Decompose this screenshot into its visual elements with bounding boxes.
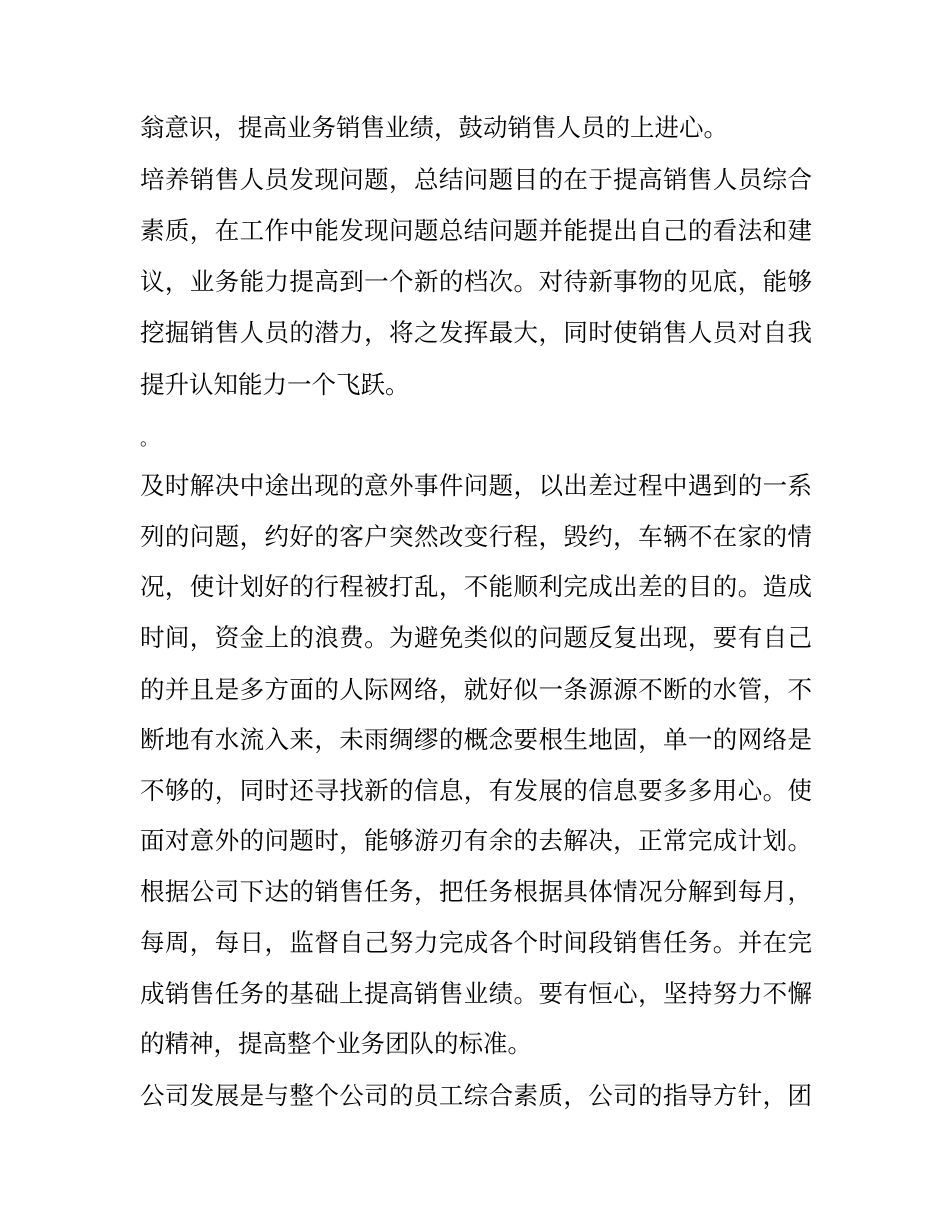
text-line-15: 面对意外的问题时，能够游刃有余的去解决，正常完成计划。 bbox=[140, 826, 812, 855]
text-line-11: 时间，资金上的浪费。为避免类似的问题反复出现，要有自己 bbox=[140, 623, 812, 652]
text-line-16: 根据公司下达的销售任务，把任务根据具体情况分解到每月， bbox=[140, 877, 812, 906]
text-line-20: 公司发展是与整个公司的员工综合素质，公司的指导方针，团 bbox=[140, 1081, 812, 1110]
text-line-10: 况，使计划好的行程被打乱，不能顺利完成出差的目的。造成 bbox=[140, 572, 812, 601]
text-line-14: 不够的，同时还寻找新的信息，有发展的信息要多多用心。使 bbox=[140, 776, 812, 805]
text-line-6: 提升认知能力一个飞跃。 bbox=[140, 370, 410, 399]
text-line-17: 每周，每日，监督自己努力完成各个时间段销售任务。并在完 bbox=[140, 928, 812, 957]
text-line-2: 培养销售人员发现问题，总结问题目的在于提高销售人员综合 bbox=[140, 165, 812, 194]
text-line-8: 及时解决中途出现的意外事件问题，以出差过程中遇到的一系 bbox=[140, 471, 812, 500]
text-line-18: 成销售任务的基础上提高销售业绩。要有恒心，坚持努力不懈 bbox=[140, 979, 812, 1008]
text-line-9: 列的问题，约好的客户突然改变行程，毁约，车辆不在家的情 bbox=[140, 522, 812, 551]
text-line-5: 挖掘销售人员的潜力，将之发挥最大，同时使销售人员对自我 bbox=[140, 318, 812, 347]
text-line-1: 翁意识，提高业务销售业绩，鼓动销售人员的上进心。 bbox=[140, 113, 728, 142]
text-line-19: 的精神，提高整个业务团队的标准。 bbox=[140, 1029, 532, 1058]
stray-period: 。 bbox=[140, 429, 158, 450]
text-line-4: 议，业务能力提高到一个新的档次。对待新事物的见底，能够 bbox=[140, 267, 812, 296]
text-line-12: 的并且是多方面的人际网络，就好似一条源源不断的水管，不 bbox=[140, 675, 812, 704]
text-line-13: 断地有水流入来，未雨绸缪的概念要根生地固，单一的网络是 bbox=[140, 725, 812, 754]
text-line-3: 素质，在工作中能发现问题总结问题并能提出自己的看法和建 bbox=[140, 216, 812, 245]
